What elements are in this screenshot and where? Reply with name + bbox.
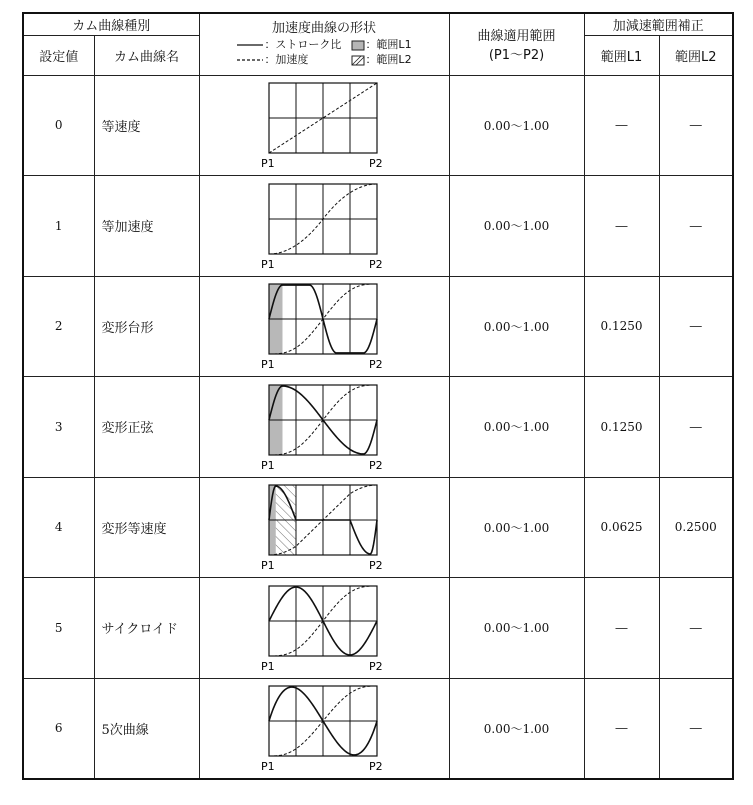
shape-graph	[254, 180, 394, 272]
table-row	[23, 578, 733, 679]
correction-header: 加減速範囲補正	[584, 13, 733, 35]
l2-value: 0.2500	[659, 477, 733, 578]
cam-name: サイクロイド	[94, 578, 199, 679]
shape-cell	[199, 276, 449, 377]
shape-graph	[254, 481, 394, 573]
l2-value: ―	[659, 678, 733, 779]
range-value: 0.00～1.00	[449, 578, 584, 679]
setting-value: 0	[23, 75, 94, 176]
l1-value: ―	[584, 678, 659, 779]
shape-cell	[199, 377, 449, 478]
range-title: 曲線適用範囲	[477, 29, 556, 45]
p2-label: P2	[369, 358, 383, 372]
legend-stroke: ：ストローク比	[236, 37, 341, 52]
cam-name: 変形等速度	[94, 477, 199, 578]
cam-name-header: カム曲線名	[94, 35, 199, 75]
l1-value: ―	[584, 578, 659, 679]
cam-type-header: カム曲線種別	[23, 13, 199, 35]
shape-cell	[199, 578, 449, 679]
range-header	[449, 13, 584, 75]
table-row	[23, 377, 733, 478]
setting-value-header: 設定値	[23, 35, 94, 75]
p1-label: P1	[261, 257, 275, 271]
l2-value: ―	[659, 377, 733, 478]
p2-label: P2	[369, 659, 383, 673]
l2-value: ―	[659, 578, 733, 679]
p1-label: P1	[261, 458, 275, 472]
l1-header: 範囲L1	[584, 35, 659, 75]
p1-label: P1	[261, 358, 275, 372]
legend-l2: ：範囲L2	[351, 52, 411, 67]
table-row	[23, 276, 733, 377]
shape-cell	[199, 75, 449, 176]
setting-value: 1	[23, 176, 94, 277]
range-value: 0.00～1.00	[449, 176, 584, 277]
p2-label: P2	[369, 458, 383, 472]
shape-header	[199, 13, 449, 75]
range-value: 0.00～1.00	[449, 276, 584, 377]
l2-header: 範囲L2	[659, 35, 733, 75]
p2-label: P2	[369, 157, 383, 171]
solid-line-icon	[236, 41, 264, 49]
range-value: 0.00～1.00	[449, 377, 584, 478]
p1-label: P1	[261, 659, 275, 673]
setting-value: 6	[23, 678, 94, 779]
cam-name: 等加速度	[94, 176, 199, 277]
l2-value: ―	[659, 176, 733, 277]
table-row	[23, 176, 733, 277]
p1-label: P1	[261, 157, 275, 171]
shape-cell	[199, 678, 449, 779]
dashed-line-icon	[236, 56, 264, 64]
range-value: 0.00～1.00	[449, 678, 584, 779]
setting-value: 3	[23, 377, 94, 478]
hatched-box-icon	[351, 55, 365, 66]
setting-value: 4	[23, 477, 94, 578]
range-value: 0.00～1.00	[449, 75, 584, 176]
shape-graph	[254, 280, 394, 372]
shape-graph	[254, 79, 394, 171]
l1-value: 0.1250	[584, 377, 659, 478]
setting-value: 5	[23, 578, 94, 679]
l1-value: 0.1250	[584, 276, 659, 377]
p2-label: P2	[369, 257, 383, 271]
shape-title: 加速度曲線の形状	[272, 21, 377, 36]
table-row	[23, 75, 733, 176]
setting-value: 2	[23, 276, 94, 377]
shape-cell	[199, 176, 449, 277]
l1-value: ―	[584, 176, 659, 277]
l2-value: ―	[659, 75, 733, 176]
shape-graph	[254, 582, 394, 674]
table-row	[23, 678, 733, 779]
legend-l1: ：範囲L1	[351, 37, 411, 52]
p2-label: P2	[369, 760, 383, 773]
gray-box-icon	[351, 40, 365, 51]
cam-name: 等速度	[94, 75, 199, 176]
l1-value: 0.0625	[584, 477, 659, 578]
p1-label: P1	[261, 559, 275, 573]
cam-name: 5次曲線	[94, 678, 199, 779]
cam-curve-table	[22, 12, 734, 780]
l2-value: ―	[659, 276, 733, 377]
legend-accel: ：加速度	[236, 52, 341, 67]
shape-cell	[199, 477, 449, 578]
cam-name: 変形正弦	[94, 377, 199, 478]
table-row	[23, 477, 733, 578]
shape-graph	[254, 682, 394, 774]
cam-name: 変形台形	[94, 276, 199, 377]
p2-label: P2	[369, 559, 383, 573]
shape-legend	[200, 37, 449, 67]
range-value: 0.00～1.00	[449, 477, 584, 578]
range-subtitle: (P1～P2)	[488, 48, 545, 64]
shape-graph	[254, 381, 394, 473]
l1-value: ―	[584, 75, 659, 176]
p1-label: P1	[261, 760, 275, 773]
